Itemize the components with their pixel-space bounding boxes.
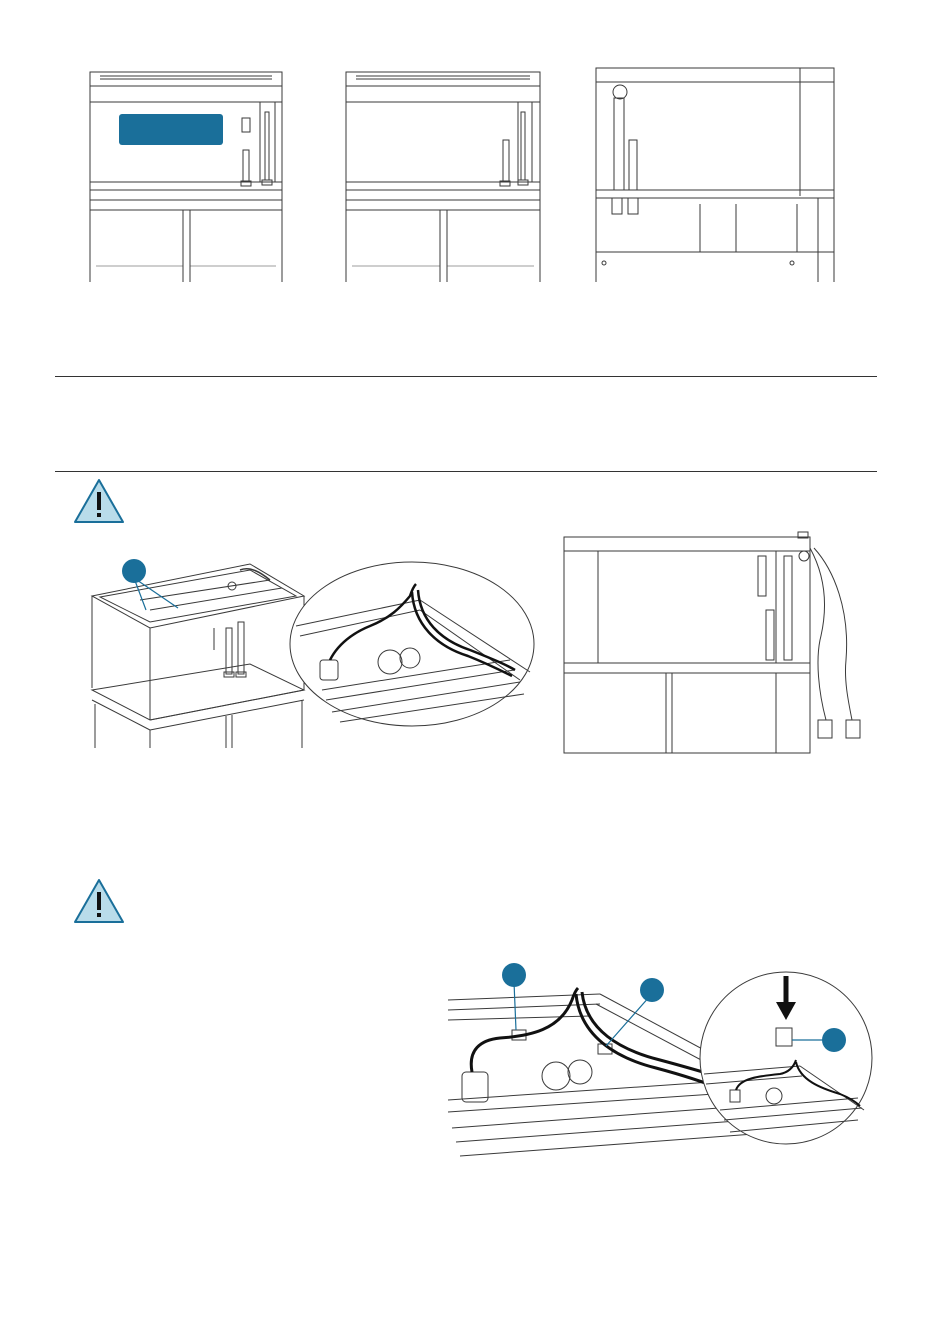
callout-marker	[822, 1028, 846, 1052]
callout-marker	[640, 978, 664, 1002]
callout-marker	[502, 963, 526, 987]
